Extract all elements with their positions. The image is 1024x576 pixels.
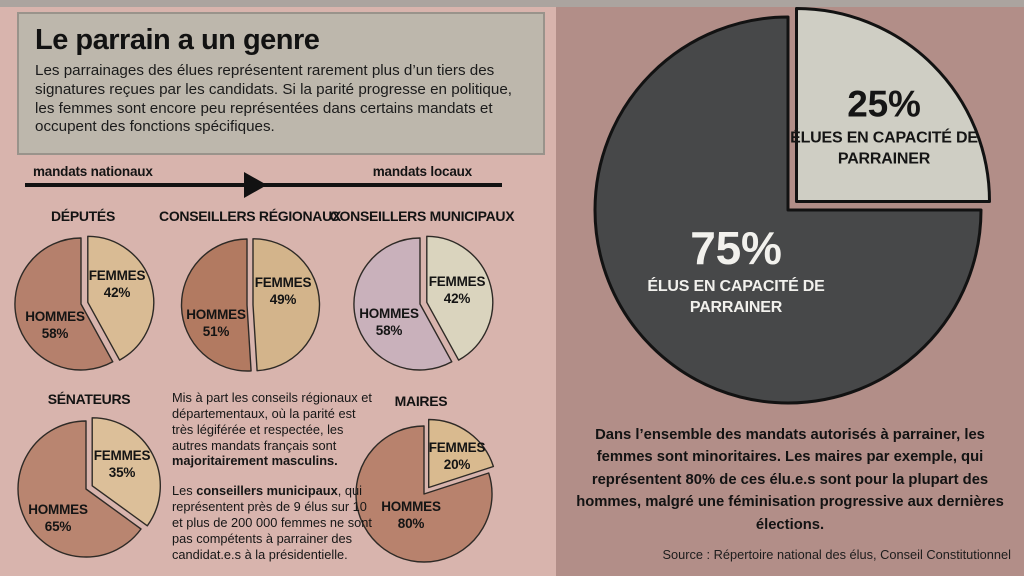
intro-text: Les parrainages des élues représentent rarement plus d’un tiers des signatures reçues par les candidats. Si la parité progresse en politique, les femmes sont encore peu représentées dans certains mandats et occupent des fonctions spécifiques. (35, 62, 512, 136)
pie-chart-regionaux (172, 230, 323, 381)
pie-label-1 (359, 307, 419, 340)
pie-label-value: 25% (847, 83, 921, 125)
pie-title-deputes: DÉPUTÉS (50, 208, 116, 224)
pie-label-value: 58% (375, 322, 403, 338)
pie-label-1 (186, 308, 246, 341)
pie-title-municipaux: CONSEILLERS MUNICIPAUX (329, 208, 515, 224)
pie-label-0 (429, 441, 486, 474)
pie-label-name: FEMMES (428, 274, 486, 290)
pie-label-name: FEMMES (88, 268, 146, 284)
note-paragraph-2: Les conseillers municipaux, qui représentent près de 9 élus sur 10 et plus de 200 000 femmes ne sont pas compétents à parrainer des candidat.e.s à la présidentielle. (172, 483, 372, 562)
pie-label-name: HOMMES (25, 309, 85, 325)
note-text (172, 390, 372, 576)
pie-label-name: FEMMES (428, 440, 486, 456)
pie-svg (8, 411, 165, 568)
right-description: Dans l’ensemble des mandats autorisés à parrainer, les femmes sont minoritaires. Les maires par exemple, qui représentent 80% de ces élu.e.s sont pour la plupart des hommes, malgré une féminisation progressive aux dernières élections. (576, 427, 1004, 533)
pie-label-value: 49% (269, 291, 297, 307)
pie-label-0 (784, 83, 984, 171)
pie-label-1 (25, 310, 85, 343)
pie-label-name: FEMMES (93, 448, 151, 464)
pie-label-value: 51% (202, 323, 230, 339)
pie-label-value: 35% (108, 464, 136, 480)
pie-label-name: HOMMES (381, 499, 441, 515)
pie-title-regionaux: CONSEILLERS RÉGIONAUX (159, 208, 341, 224)
pie-chart-municipaux (344, 228, 497, 381)
pie-label-value: 65% (44, 518, 72, 534)
axis-arrowhead-icon (244, 172, 267, 198)
source-credit: Source : Répertoire national des élus, Conseil Constitutionnel (662, 547, 1011, 562)
page-title: Le parrain a un genre (35, 24, 320, 56)
pie-label-1 (381, 500, 441, 533)
pie-label-value: 42% (443, 290, 471, 306)
pie-label-name: HOMMES (186, 307, 246, 323)
pie-label-name: FEMMES (254, 275, 312, 291)
pie-label-0 (94, 449, 151, 482)
pie-slice-1 (182, 239, 252, 371)
pie-label-name: HOMMES (359, 306, 419, 322)
pie-label-value: 75% (690, 222, 782, 275)
axis-label-local: mandats locaux (372, 164, 472, 179)
pie-label-value: 58% (41, 325, 69, 341)
pie-label-0 (429, 275, 486, 308)
pie-label-name: ÉLUS EN CAPACITÉ DE PARRAINER (647, 278, 825, 316)
pie-label-1 (28, 503, 88, 536)
pie-label-value: 80% (397, 515, 425, 531)
pie-label-0 (89, 269, 146, 302)
pie-title-senateurs: SÉNATEURS (47, 391, 131, 407)
pie-title-maires: MAIRES (394, 393, 448, 409)
header-box (17, 12, 545, 155)
pie-chart-deputes (5, 228, 158, 381)
axis-label-national: mandats nationaux (33, 164, 153, 179)
pie-chart-parrainage (578, 0, 998, 420)
pie-label-value: 42% (103, 284, 131, 300)
pie-label-name: ÉLUES EN CAPACITÉ DE PARRAINER (790, 129, 978, 168)
pie-label-value: 20% (443, 456, 471, 472)
pie-label-1 (636, 222, 836, 319)
pie-label-0 (255, 276, 312, 309)
pie-svg (5, 228, 158, 381)
note-paragraph-1: Mis à part les conseils régionaux et départementaux, où la parité est très légiférée et respectée, les autres mandats français sont majoritairement masculins. (172, 390, 372, 469)
pie-label-name: HOMMES (28, 502, 88, 518)
pie-chart-senateurs (8, 411, 165, 568)
pie-svg (578, 0, 998, 420)
